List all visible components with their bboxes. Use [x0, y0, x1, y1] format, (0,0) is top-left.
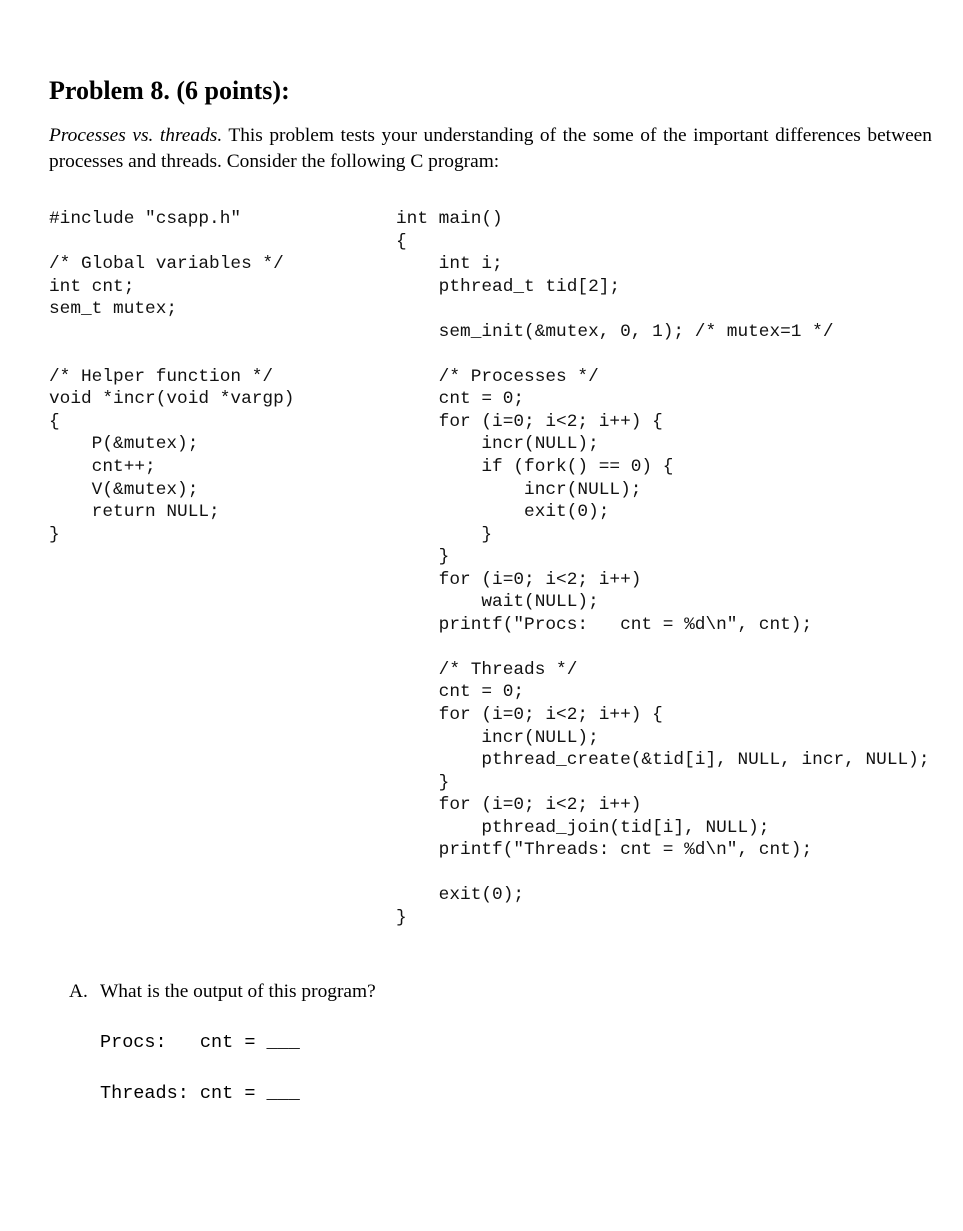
problem-title: Problem 8. (6 points): — [49, 76, 290, 105]
code-block-globals-helper: #include "csapp.h" /* Global variables */ int cnt; sem_t mutex; /* Helper function */ void *incr(void *vargp) { P(&mutex); cnt++; V(&mutex); return NULL; } — [49, 209, 295, 545]
question-a — [69, 979, 376, 1005]
intro-lead: Processes vs. threads. — [49, 125, 223, 146]
answer-threads-line: Threads: cnt = ___ — [100, 1083, 300, 1104]
intro-text: This problem tests your understanding of the some of the important differences between processes and threads. Consider the following C program: — [49, 125, 932, 172]
question-a-text: What is the output of this program? — [100, 981, 376, 1002]
code-block-main: int main() { int i; pthread_t tid[2]; sem_init(&mutex, 0, 1); /* mutex=1 */ /* Processes */ cnt = 0; for (i=0; i<2; i++) { incr(NULL); if (fork() == 0) { incr(NULL); exit(0); } } for (i=0; i<2; i++) wait(NULL); printf("Procs: cnt = %d\n", cnt); /* Threads */ cnt = 0; for (i=0; i<2; i++) { incr(NULL); pthread_create(&tid[i], NULL, incr, NULL); } for (i=0; i<2; i++) pthread_join(tid[i], NULL); printf("Threads: cnt = %d\n", cnt); exit(0); } — [396, 209, 930, 928]
answer-procs-line: Procs: cnt = ___ — [100, 1032, 300, 1053]
question-a-letter: A. — [69, 981, 88, 1002]
problem-intro — [49, 123, 932, 175]
